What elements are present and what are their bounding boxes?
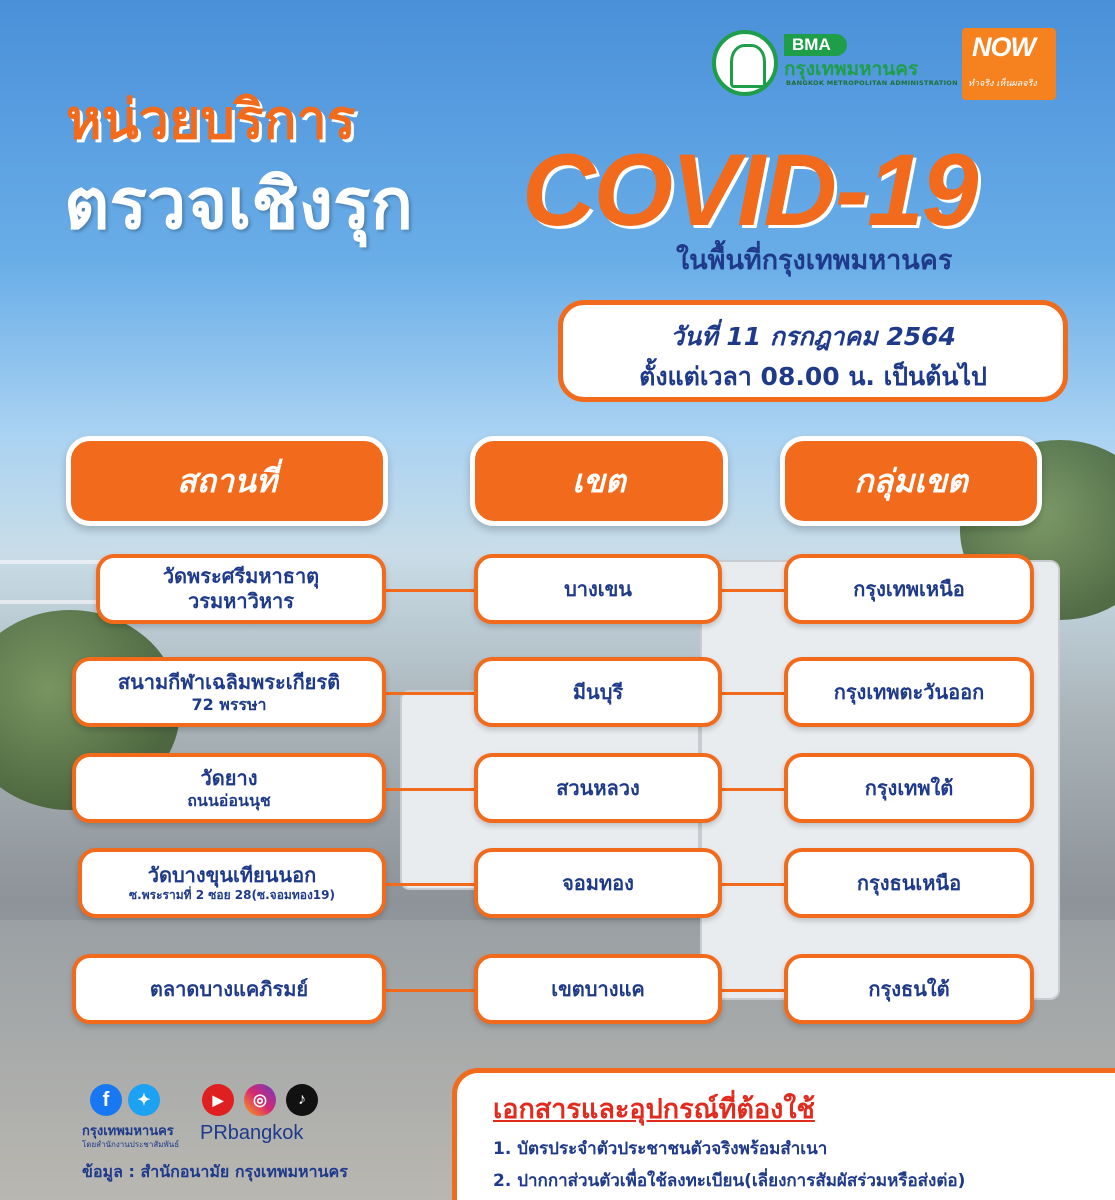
zone-name: กรุงธนใต้ <box>868 976 950 1001</box>
schedule-time: ตั้งแต่เวลา 08.00 น. เป็นต้นไป <box>639 362 987 391</box>
youtube-icon[interactable]: ▶ <box>202 1084 234 1116</box>
place-cell <box>72 657 386 727</box>
zone-cell <box>784 554 1034 624</box>
place-name: วัดพระศรีมหาธาตุ <box>162 564 320 588</box>
row-connector <box>718 883 788 886</box>
place-name: ตลาดบางแคภิรมย์ <box>149 976 309 1001</box>
place-cell <box>96 554 386 624</box>
row-connector <box>382 883 478 886</box>
zone-name: กรุงธนเหนือ <box>856 870 962 895</box>
district-cell <box>474 954 722 1024</box>
bma-tag: BMA <box>784 34 847 56</box>
place-detail: ซ.พระรามที่ 2 ซอย 28(ซ.จอมทอง19) <box>129 887 335 902</box>
zone-cell <box>784 848 1034 918</box>
documents-box <box>452 1068 1115 1200</box>
header-zone: กลุ่มเขต <box>780 436 1042 526</box>
zone-cell <box>784 954 1034 1024</box>
place-detail: ถนนอ่อนนุช <box>187 790 271 810</box>
district-name: เขตบางแค <box>551 976 645 1001</box>
row-connector <box>382 788 478 791</box>
row-connector <box>382 692 478 695</box>
now-logo <box>962 28 1056 100</box>
place-cell <box>72 954 386 1024</box>
zone-name: กรุงเทพใต้ <box>864 775 954 800</box>
district-cell <box>474 657 722 727</box>
bma-thai-name: กรุงเทพมหานคร <box>784 58 919 80</box>
documents-item: 2. ปากกาส่วนตัวเพื่อใช้ลงทะเบียน(เลี่ยงการสัมผัสร่วมหรือส่งต่อ) <box>493 1171 966 1191</box>
district-name: สวนหลวง <box>556 775 640 800</box>
subtitle: ในพื้นที่กรุงเทพมหานคร <box>676 245 953 276</box>
bma-logo <box>712 30 958 98</box>
documents-item: 1. บัตรประจำตัวประชาชนตัวจริงพร้อมสำเนา <box>493 1139 828 1159</box>
schedule-date: วันที่ 11 กรกฎาคม 2564 <box>670 322 956 351</box>
place-detail: วรมหาวิหาร <box>188 589 294 613</box>
schedule-box <box>558 300 1068 402</box>
district-cell <box>474 554 722 624</box>
district-name: มีนบุรี <box>572 679 624 704</box>
row-connector <box>718 989 788 992</box>
facebook-icon[interactable]: f <box>90 1084 122 1116</box>
place-cell <box>78 848 386 918</box>
place-name: วัดบางขุนเทียนนอก <box>147 862 317 887</box>
row-connector <box>382 589 478 592</box>
tiktok-icon[interactable]: ♪ <box>286 1084 318 1116</box>
district-name: จอมทอง <box>562 870 634 895</box>
header-district: เขต <box>470 436 728 526</box>
twitter-icon[interactable]: ✦ <box>128 1084 160 1116</box>
place-cell <box>72 753 386 823</box>
header-place: สถานที่ <box>66 436 388 526</box>
row-connector <box>718 589 788 592</box>
zone-cell <box>784 657 1034 727</box>
place-name: สนามกีฬาเฉลิมพระเกียรติ <box>117 669 341 694</box>
now-logo-text: NOW <box>972 32 1035 62</box>
place-detail: 72 พรรษา <box>191 694 267 714</box>
social-account-name: กรุงเทพมหานคร <box>82 1124 174 1139</box>
bma-emblem-icon <box>712 30 778 96</box>
social-links <box>82 1084 442 1194</box>
title-line2: ตรวจเชิงรุก <box>64 163 413 245</box>
row-connector <box>718 788 788 791</box>
bma-english-name: BANGKOK METROPOLITAN ADMINISTRATION <box>786 79 958 87</box>
now-logo-tagline: ทำจริง เห็นผลจริง <box>968 79 1037 89</box>
place-name: วัดยาง <box>200 765 258 790</box>
zone-name: กรุงเทพเหนือ <box>853 576 965 601</box>
title-covid: COVID-19 <box>522 133 977 247</box>
zone-name: กรุงเทพตะวันออก <box>833 679 985 704</box>
row-connector <box>718 692 788 695</box>
social-handle[interactable]: PRbangkok <box>200 1122 304 1144</box>
documents-title: เอกสารและอุปกรณ์ที่ต้องใช้ <box>493 1094 815 1125</box>
zone-cell <box>784 753 1034 823</box>
instagram-icon[interactable]: ◎ <box>244 1084 276 1116</box>
data-source: ข้อมูล : สำนักอนามัย กรุงเทพมหานคร <box>82 1162 348 1181</box>
social-account-owner: โดยสำนักงานประชาสัมพันธ์ <box>82 1140 180 1149</box>
district-cell <box>474 848 722 918</box>
district-cell <box>474 753 722 823</box>
district-name: บางเขน <box>564 576 632 601</box>
title-line1: หน่วยบริการ <box>66 88 356 151</box>
row-connector <box>382 989 478 992</box>
